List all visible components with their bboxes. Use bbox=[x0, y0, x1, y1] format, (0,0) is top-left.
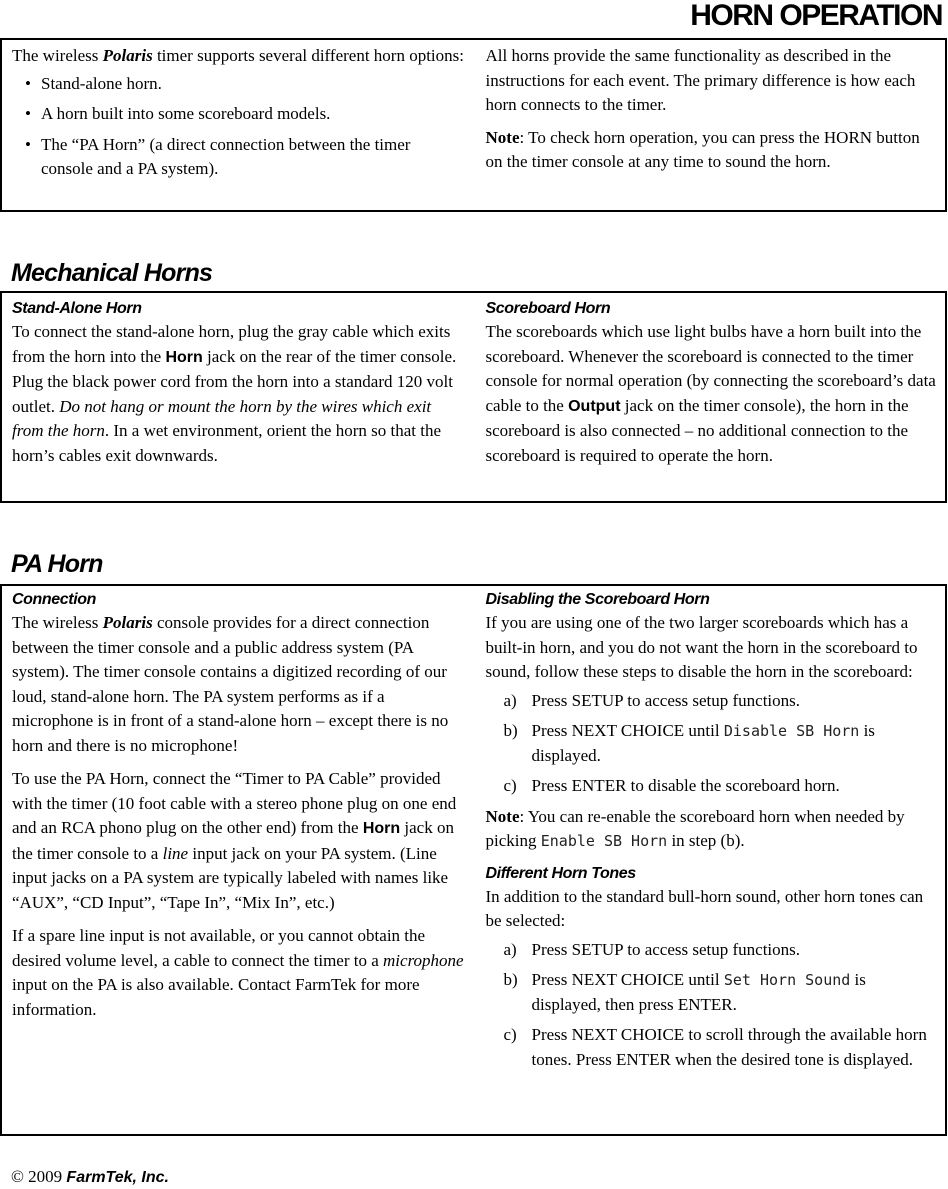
list-item: • Stand-alone horn. bbox=[12, 72, 466, 97]
subheading-disabling: Disabling the Scoreboard Horn bbox=[485, 591, 710, 608]
intro-left-column bbox=[2, 44, 474, 210]
disable-steps-list bbox=[486, 689, 940, 799]
list-item: b) Press NEXT CHOICE until Disable SB Horn is displayed. bbox=[503, 721, 875, 765]
standalone-paragraph: To connect the stand-alone horn, plug the gray cable which exits from the horn into the Horn jack on the rear of the timer console. Plug the black power cord from the horn into a standard 120 volt outlet. Do not hang or mount the horn by the wires which exit from the horn. In a wet environment, orient the horn so that the horn’s cables exit downwards. bbox=[12, 322, 457, 465]
jack-label-horn: Horn bbox=[362, 820, 401, 837]
list-item: • The “PA Horn” (a direct connection between the timer console and a PA system). bbox=[12, 133, 466, 182]
section-title-pa: PA Horn bbox=[11, 550, 103, 578]
note-label: Note bbox=[485, 127, 520, 147]
intro-paragraph: The wireless Polaris timer supports several different horn options: bbox=[12, 46, 464, 65]
intro-right-column bbox=[474, 44, 946, 210]
display-text: Disable SB Horn bbox=[723, 722, 860, 740]
pa-connection-column bbox=[2, 589, 474, 1134]
connection-paragraph-2: To use the PA Horn, connect the “Timer to PA Cable” provided with the timer (10 foot cable with a stereo phone plug on one end and an RCA phono plug on the other end) from the Horn jack on the timer console to a line input jack on your PA system. (Line input jacks on a PA system are typically labeled with names like “AUX”, “CD Input”, “Tape In”, “Mix In”, etc.) bbox=[12, 769, 457, 912]
list-item: • A horn built into some scoreboard models. bbox=[12, 102, 466, 127]
list-item: c) Press ENTER to disable the scoreboard horn. bbox=[503, 776, 840, 795]
connection-paragraph-3: If a spare line input is not available, or you cannot obtain the desired volume level, a cable to connect the timer to a microphone input on the PA is also available. Contact FarmTek for more information. bbox=[12, 926, 464, 1019]
list-item: a) Press SETUP to access setup functions. bbox=[503, 690, 801, 710]
scoreboard-horn-column bbox=[474, 298, 946, 501]
intro-box bbox=[0, 38, 947, 212]
jack-label-horn: Horn bbox=[165, 348, 203, 366]
pa-settings-column bbox=[474, 589, 946, 1134]
brand-name: Polaris bbox=[102, 613, 153, 632]
list-item: a) Press SETUP to access setup functions. bbox=[503, 939, 801, 959]
functionality-paragraph: All horns provide the same functionality as described in the instructions for each event. The primary difference is how each horn connects to the timer. bbox=[485, 46, 916, 114]
tone-steps-list bbox=[486, 938, 940, 1073]
display-text: Set Horn Sound bbox=[723, 971, 851, 989]
page-title: HORN OPERATION bbox=[690, 0, 942, 32]
jack-label-output: Output bbox=[568, 397, 621, 415]
copyright: © 2009 bbox=[11, 1167, 67, 1186]
footer bbox=[11, 1166, 169, 1189]
subheading-standalone: Stand-Alone Horn bbox=[12, 300, 142, 317]
brand-name: Polaris bbox=[102, 46, 153, 65]
pa-horn-box bbox=[0, 584, 947, 1136]
tones-paragraph: In addition to the standard bull-horn sound, other horn tones can be selected: bbox=[485, 886, 924, 930]
subheading-tones: Different Horn Tones bbox=[485, 864, 636, 882]
standalone-horn-column bbox=[2, 298, 474, 501]
horn-options-list bbox=[12, 72, 466, 182]
scoreboard-paragraph: The scoreboards which use light bulbs have a horn built into the scoreboard. Whenever the scoreboard is connected to the timer console for normal operation (by connecting the scoreboard’s data cable to the Output jack on the timer console), the horn in the scoreboard is also connected – no additional connection to the scoreboard is required to operate the horn. bbox=[485, 322, 936, 465]
subheading-scoreboard: Scoreboard Horn bbox=[485, 300, 611, 317]
company-name: FarmTek, Inc. bbox=[66, 1169, 169, 1186]
note-paragraph: Note: To check horn operation, you can press the HORN button on the timer console at any time to sound the horn. bbox=[485, 127, 920, 171]
mechanical-horns-box bbox=[0, 291, 947, 503]
list-item: c) Press NEXT CHOICE to scroll through the available horn tones. Press ENTER when the desired tone is displayed. bbox=[503, 1025, 927, 1069]
note-label: Note bbox=[485, 806, 520, 826]
connection-paragraph-1: The wireless Polaris console provides for a direct connection between the timer console and a public address system (PA system). The timer console contains a digitized recording of our loud, stand-alone horn. The PA system performs as if a microphone is in front of a stand-alone horn – except there is no horn and there is no microphone! bbox=[12, 613, 449, 755]
list-item: b) Press NEXT CHOICE until Set Horn Sound is displayed, then press ENTER. bbox=[503, 970, 866, 1014]
subheading-connection: Connection bbox=[12, 591, 96, 608]
display-text: Enable SB Horn bbox=[540, 832, 668, 850]
section-title-mechanical: Mechanical Horns bbox=[11, 259, 213, 287]
note-paragraph: Note: You can re-enable the scoreboard horn when needed by picking Enable SB Horn in step (b). bbox=[485, 806, 905, 850]
disabling-paragraph: If you are using one of the two larger scoreboards which has a built-in horn, and you do not want the horn in the scoreboard to sound, follow these steps to disable the horn in the scoreboard: bbox=[485, 613, 918, 681]
warning-text: Do not hang or mount the horn by the wires which exit from the horn bbox=[12, 396, 432, 440]
